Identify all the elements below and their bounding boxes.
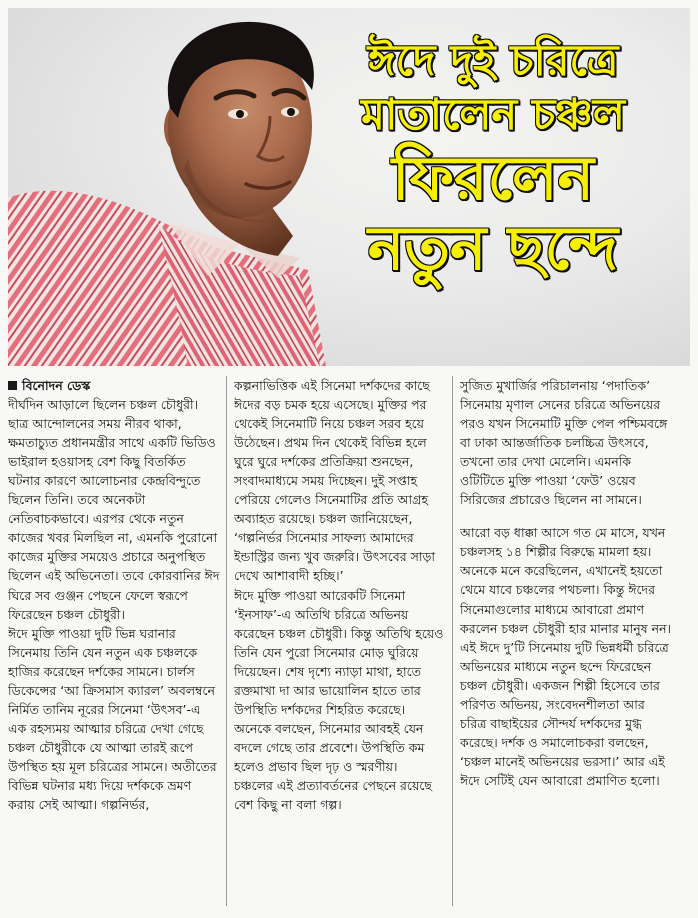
paragraph: ঈদে মুক্তি পাওয়া দুটি ভিন্ন ঘরানার সিনেমায় তিনি যেন নতুন এক চঞ্চলকে হাজির করেছেন দর্শকের সামনে। চার্লস ডিকেন্সের ‘আ ক্রিসমাস ক্যারল’ অবলম্বনে নির্মিত তানিম নূরের সিনেমা ‘উৎসব’-এ এক রহস্যময় আত্মার চরিত্রে দেখা গেছে চঞ্চল চৌধুরীকে যে আত্মা তারই রূপে উপস্থিত হয় মূল চরিত্রের সামনে। অতীতের বিভিন্ন ঘটনার মধ্য দিয়ে দর্শককে ভ্রমণ করায় সেই আত্মা। গল্পনির্ভর,: [8, 625, 217, 813]
hero-banner: [8, 8, 690, 366]
headline: [308, 26, 678, 284]
article-body: [8, 376, 690, 906]
paragraph: আরো বড় ধাক্কা আসে গত মে মাসে, যখন চঞ্চলসহ ১৪ শিল্পীর বিরুদ্ধে মামলা হয়। অনেকে মনে করেছিলেন, এখানেই হয়তো থেমে যাবে চঞ্চলের পথচলা। কিন্তু ঈদের সিনেমাগুলোর মাধ্যমে আবারো প্রমাণ করলেন চঞ্চল চৌধুরী হার মানার মানুষ নন। এই ঈদে দু’টি সিনেমায় দুটি ভিন্নধর্মী চরিত্রে অভিনয়ের মাধ্যমে নতুন ছন্দে ফিরেছেন চঞ্চল চৌধুরী। একজন শিল্পী হিসেবে তার পরিণত অভিনয়, সংবেদনশীলতা আর চরিত্র বাছাইয়ের সৌন্দর্য দর্শকদের মুগ্ধ করেছে। দর্শক ও সমালোচকরা বলছেন, ‘চঞ্চল মানেই অভিনয়ের ভরসা।’ আর এই ঈদে সেটিই যেন আবারো প্রমাণিত হলো।: [460, 525, 671, 788]
column-divider: [226, 376, 227, 906]
paragraph: সুজিত মুখার্জির পরিচালনায় ‘পদাতিক’ সিনেমায় মৃণাল সেনের চরিত্রে অভিনয়ের পরও যখন সিনেমাটি মুক্তি পেল পশ্চিমবঙ্গে বা ঢাকা আন্তর্জাতিক চলচ্চিত্র উৎসবে, তখনো তার দেখা মেলেনি। এমনকি ওটিটিতে মুক্তি পাওয়া ‘ফেউ’ ওয়েব সিরিজের প্রচারেও ছিলেন না সামনে।: [460, 378, 668, 508]
square-bullet-icon: [8, 381, 17, 390]
paragraph: ঈদে মুক্তি পাওয়া আরেকটি সিনেমা ‘ইনসাফ’-এ অতিথি চরিত্রে অভিনয় করেছেন চঞ্চল চৌধুরী। কিন্তু অতিথি হয়েও তিনি যেন পুরো সিনেমার মোড় ঘুরিয়ে দিয়েছেন। শেষ দৃশ্যে ন্যাড়া মাথা, হাতে রক্তমাখা দা আর ভায়োলিন হাতে তার উপস্থিতি দর্শকদের শিহরিত করেছে। অনেকে বলছেন, সিনেমার আবহই যেন বদলে গেছে তার প্রবেশে। উপস্থিতি কম হলেও প্রভাব ছিল দৃঢ় ও স্মরণীয়।: [234, 587, 444, 774]
headline-line-1: ঈদে দুই চরিত্রে: [367, 36, 619, 86]
article-column-3: [460, 376, 672, 906]
headline-line-4: নতুন ছন্দে: [367, 212, 619, 284]
article-column-2: [234, 376, 446, 906]
byline-text: বিনোদন ডেস্ক: [22, 378, 91, 393]
headline-line-2: মাতালেন চঞ্চল: [361, 89, 625, 140]
headline-line-3: ফিরলেন: [392, 142, 594, 214]
paragraph: চঞ্চলের এই প্রত্যাবর্তনের পেছনে রয়েছে বেশ কিছু না বলা গল্প।: [234, 777, 432, 813]
byline: [8, 376, 220, 395]
column-divider: [452, 376, 453, 906]
paragraph: কল্পনাভিত্তিক এই সিনেমা দর্শকদের কাছে ঈদের বড় চমক হয়ে এসেছে। মুক্তির পর থেকেই সিনেমাটি নিয়ে চঞ্চল সরব হয়ে উঠেছেন। প্রথম দিন থেকেই বিভিন্ন হলে ঘুরে ঘুরে দর্শকের প্রতিক্রিয়া শুনছেন, সংবাদমাধ্যমে সময় দিচ্ছেন। দুই সপ্তাহ পেরিয়ে গেলেও সিনেমাটির প্রতি আগ্রহ অব্যাহত রয়েছে। চঞ্চল জানিয়েছেন, ‘গল্পনির্ভর সিনেমার সাফল্য আমাদের ইন্ডাস্ট্রির জন্য খুব জরুরি। উৎসবের সাড়া দেখে আশাবাদী হচ্ছি।’: [234, 378, 435, 584]
paragraph: দীর্ঘদিন আড়ালে ছিলেন চঞ্চল চৌধুরী। ছাত্র আন্দোলনের সময় নীরব থাকা, ক্ষমতাচ্যুত প্রধানমন্ত্রীর সাথে একটি ভিডিও ভাইরাল হওয়াসহ বেশ কিছু বিতর্কিত ঘটনার কারণে আলোচনার কেন্দ্রবিন্দুতে ছিলেন তিনি। তবে অনেকটা নেতিবাচকভাবে। এরপর থেকে নতুন কাজের খবর মিলছিল না, এমনকি পুরোনো কাজের মুক্তির সময়েও প্রচারে অনুপস্থিত ছিলেন এই অভিনেতা। তবে কোরবানির ঈদ ঘিরে সব গুঞ্জন পেছনে ফেলে স্বরূপে ফিরেছেন চঞ্চল চৌধুরী।: [8, 397, 220, 622]
article-column-1: [8, 376, 220, 906]
